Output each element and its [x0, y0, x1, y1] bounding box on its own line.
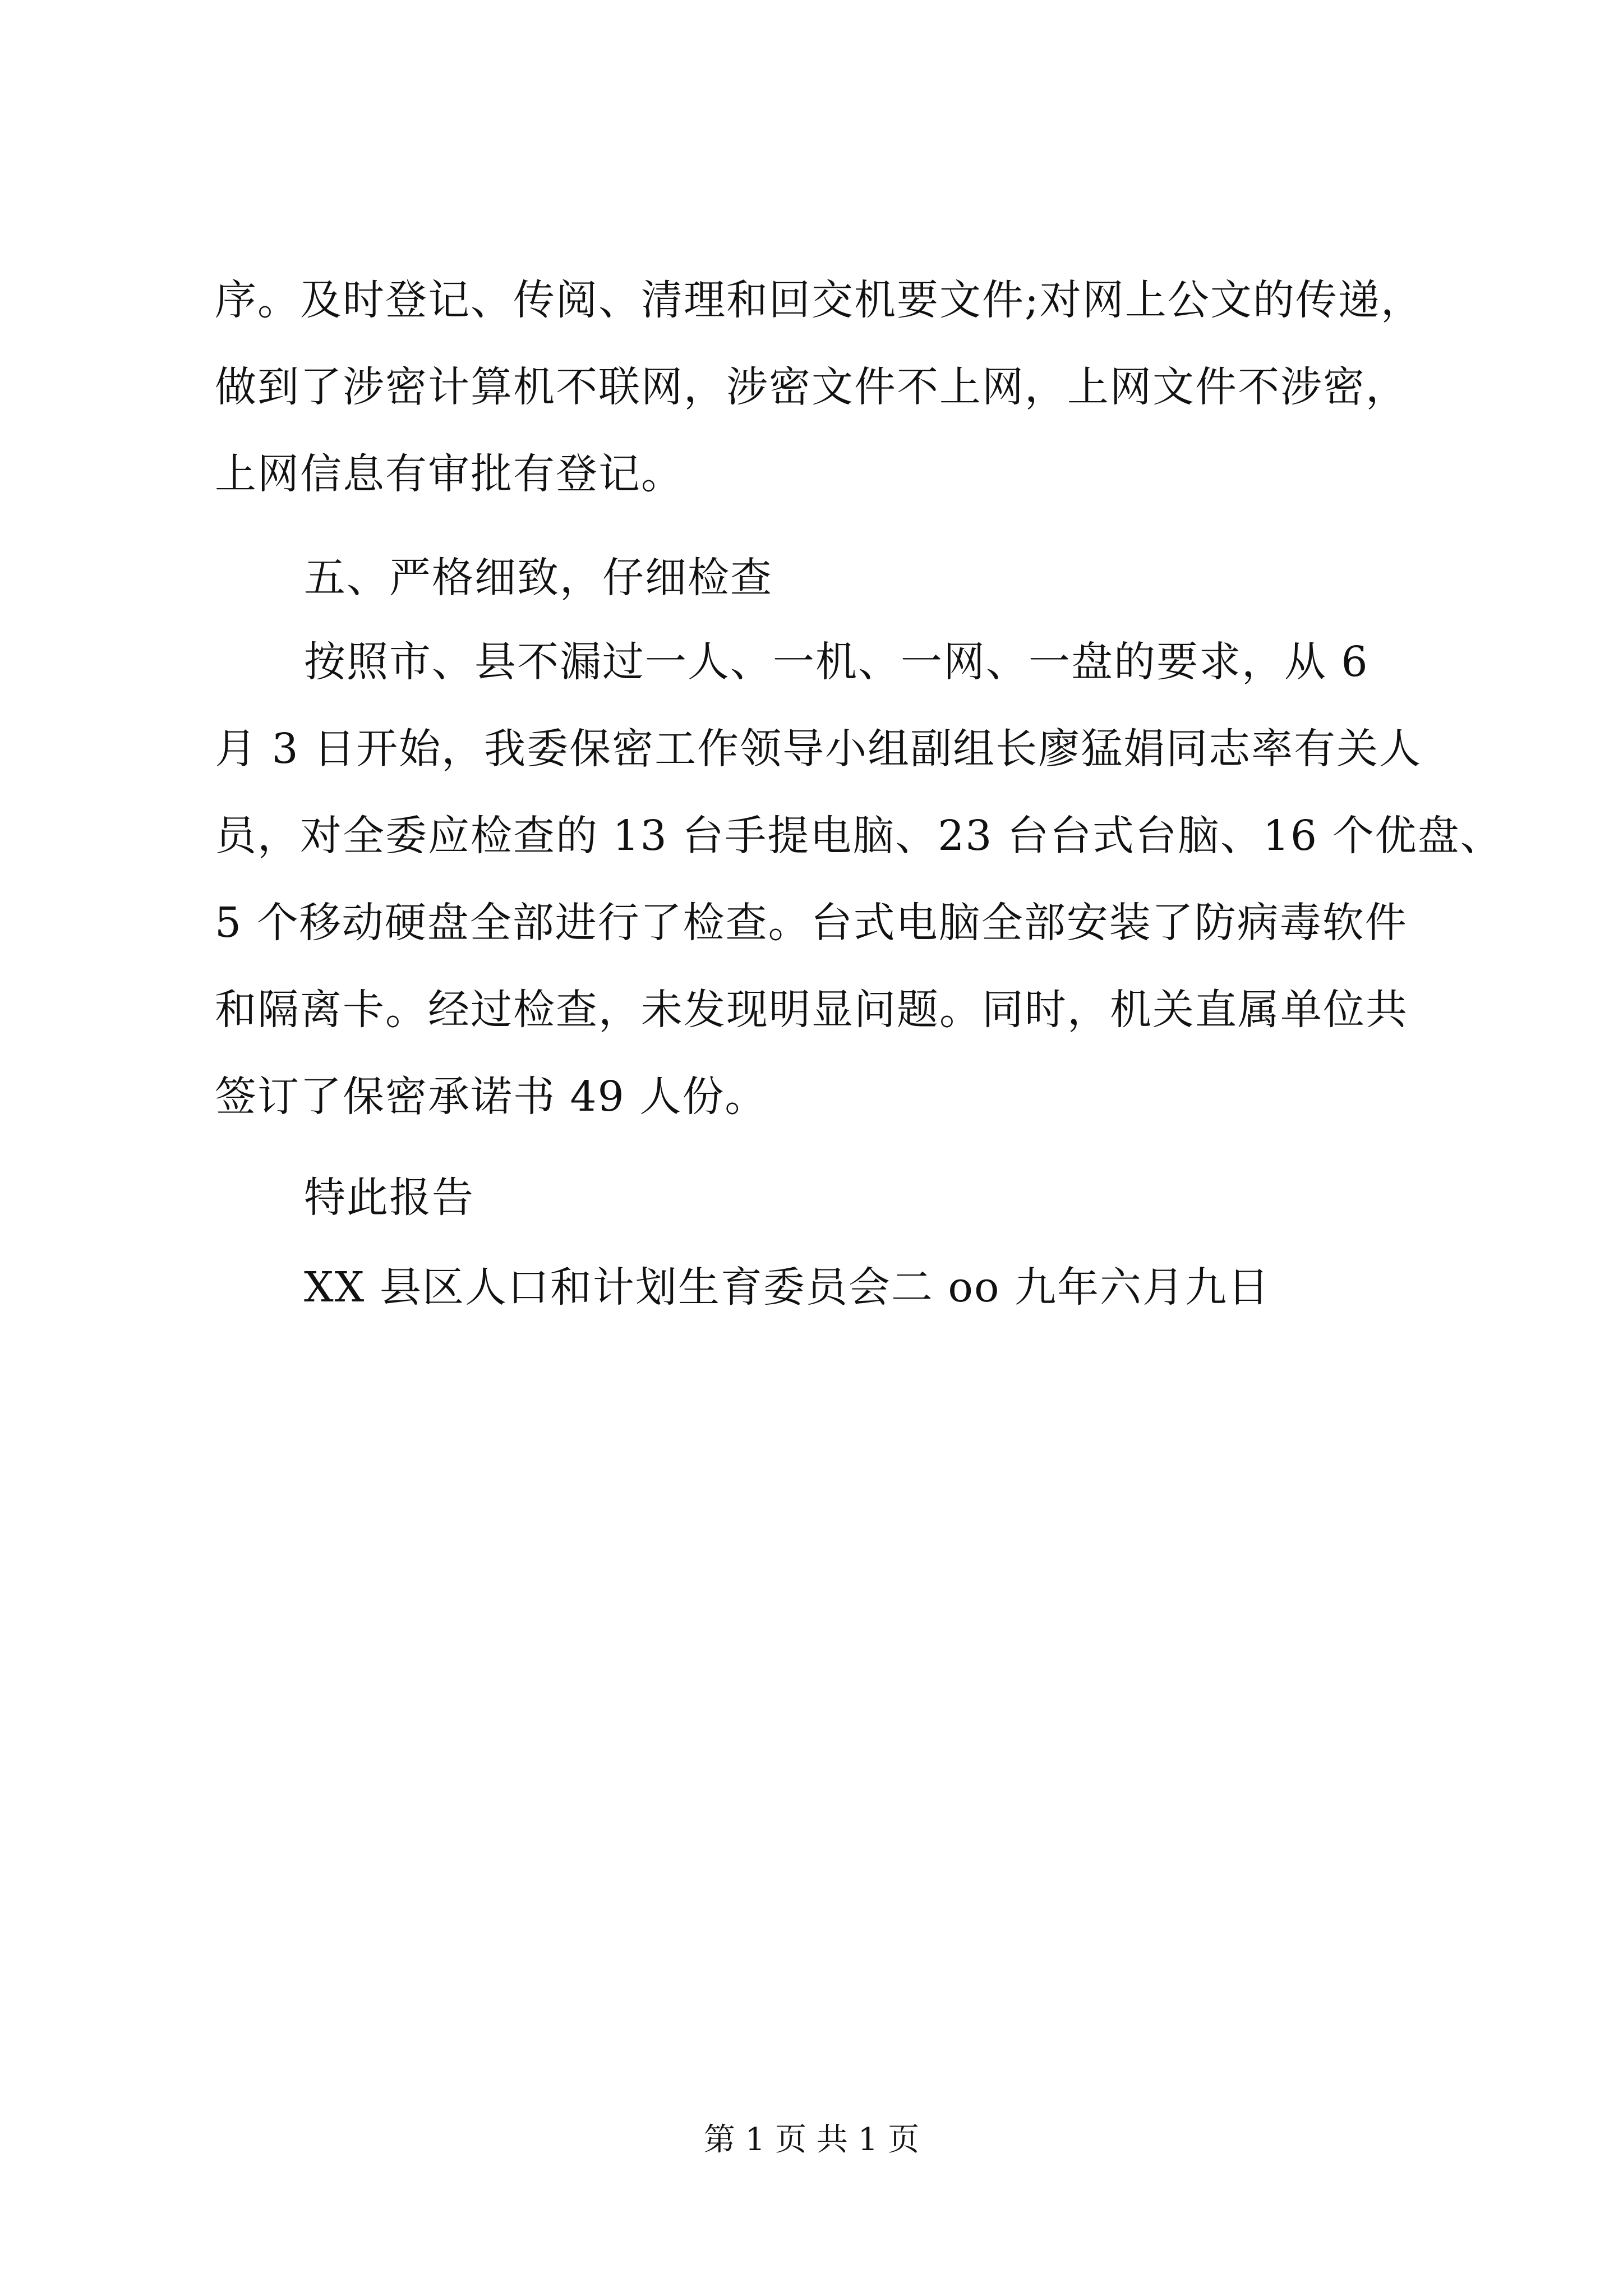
page-footer: 第 1 页 共 1 页 — [703, 2122, 920, 2158]
paragraph-line: 员，对全委应检查的 13 台手提电脑、23 台台式台脑、16 个优盘、 — [215, 812, 1503, 860]
paragraph-line: 上网信息有审批有登记。 — [215, 450, 684, 498]
paragraph-line: 做到了涉密计算机不联网，涉密文件不上网，上网文件不涉密， — [215, 363, 1408, 411]
section-heading: 五、严格细致，仔细检查 — [304, 554, 773, 602]
paragraph-line: 5 个移动硬盘全部进行了检查。台式电脑全部安装了防病毒软件 — [215, 899, 1408, 947]
signature-line: XX 县区人口和计划生育委员会二 oo 九年六月九日 — [304, 1263, 1271, 1312]
paragraph-line: 和隔离卡。经过检查，未发现明显问题。同时，机关直属单位共 — [215, 986, 1408, 1034]
paragraph-line: 月 3 日开始，我委保密工作领导小组副组长廖猛娟同志率有关人 — [215, 725, 1422, 773]
paragraph-line: 签订了保密承诺书 49 人份。 — [215, 1073, 768, 1121]
closing-line: 特此报告 — [304, 1174, 474, 1222]
paragraph-line: 序。及时登记、传阅、清理和回交机要文件;对网上公文的传递， — [215, 276, 1423, 324]
paragraph-line: 按照市、县不漏过一人、一机、一网、一盘的要求，从 6 — [304, 638, 1369, 686]
